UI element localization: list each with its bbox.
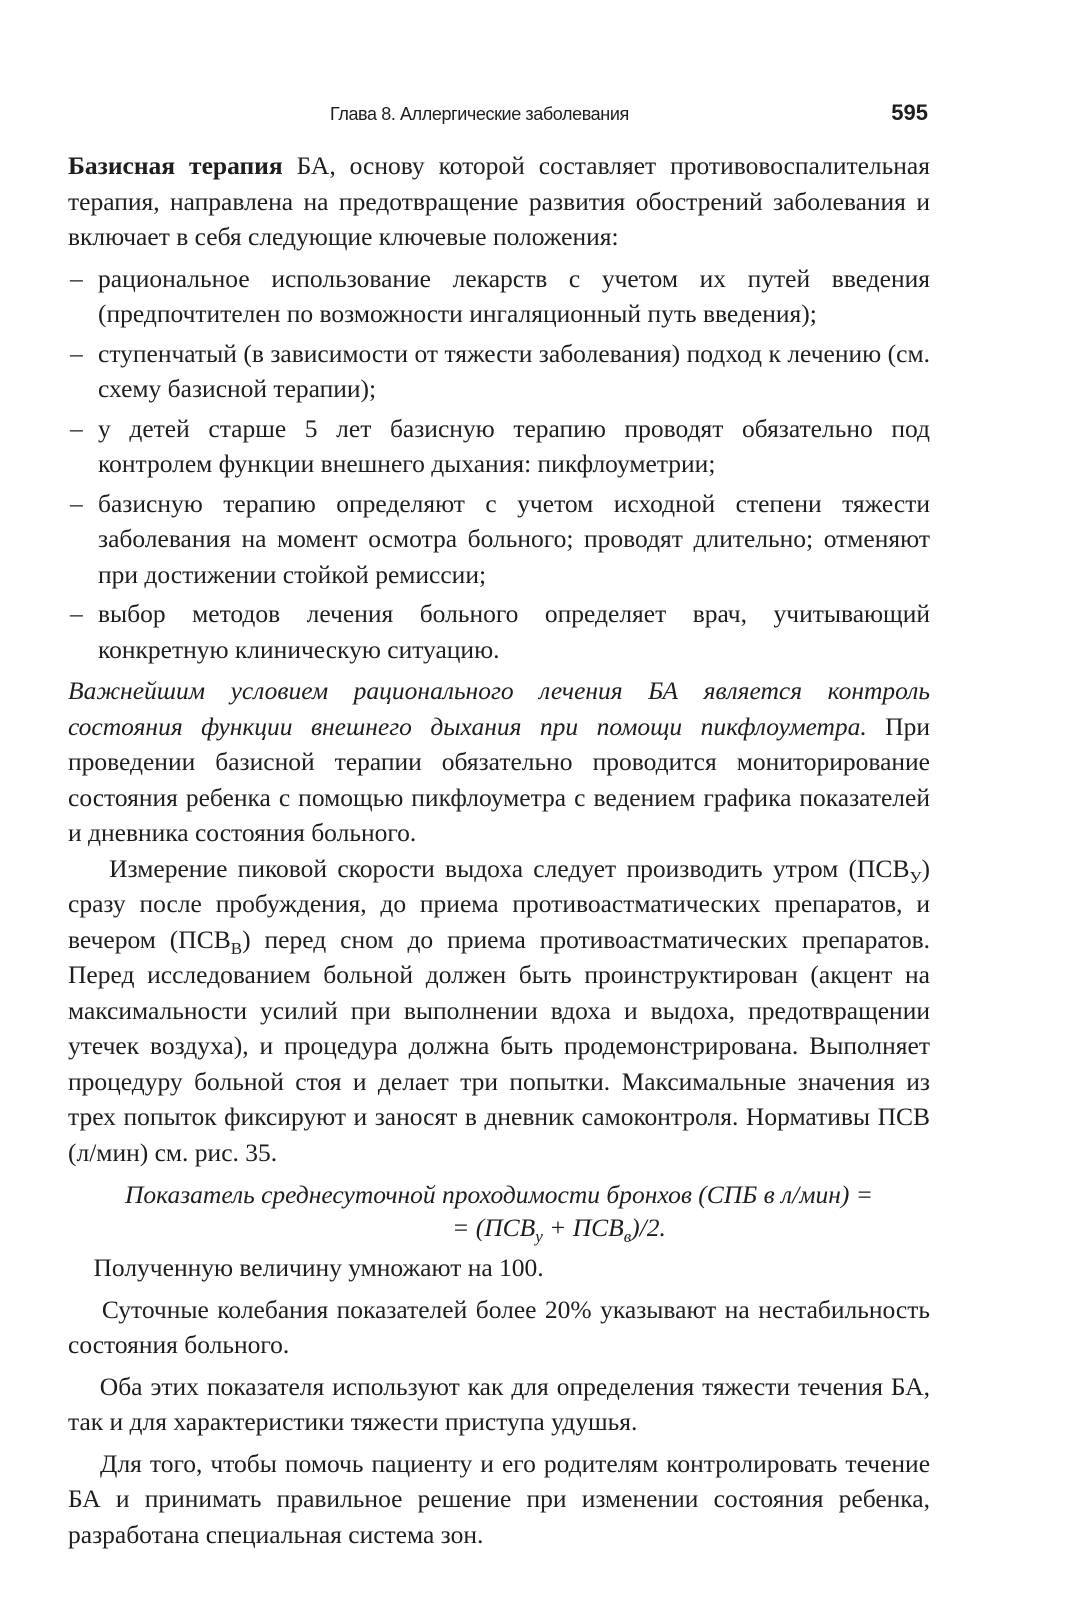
book-page [68,96,930,1552]
measurement-paragraph [68,851,930,1171]
dash-marker: – [70,413,83,443]
multiply-text: Полученную величину умножают на 100. [93,1253,544,1282]
intro-text: БА, основу которой составляет противовоспалительная терапия, направлена на предотвращение развития обострений заболевания и включает в себя следующие ключевые положения: [68,151,930,251]
control-italic-lead: Важнейшим условием рационального лечения БА является контроль состояния функции внешнего дыхания при помощи пикфлоуметра. [68,676,930,741]
intro-bold-lead: Базисная терапия [68,151,283,180]
list-item [68,411,930,482]
intro-paragraph [68,148,930,255]
measurement-text-1: Измерение пиковой скорости выдоха следует производить утром (ПСВ [109,853,910,883]
formula-part: )/2. [631,1213,666,1242]
dash-marker: – [70,488,83,518]
list-item [68,261,930,332]
list-item [68,336,930,407]
dash-marker: – [70,599,83,628]
formula-part: = (ПСВ [452,1213,536,1242]
formula [68,1178,930,1247]
list-item-text: ступенчатый (в зависимости от тяжести заболевания) подход к лечению (см. схему базисной терапии); [98,338,930,403]
formula-subscript: в [623,1227,632,1247]
fluctuation-paragraph [68,1292,930,1363]
dash-marker: – [70,338,83,368]
subscript-evening: В [230,938,243,958]
subscript-morning: У [909,867,922,887]
list-item [68,596,930,667]
key-points-list [68,261,930,668]
formula-part: + ПСВ [542,1213,624,1242]
formula-line-2 [68,1211,930,1247]
formula-line-1: Показатель среднесуточной проходимости бронхов (СПБ в л/мин) = [125,1180,873,1209]
list-item-text: базисную терапию определяют с учетом исходной степени тяжести заболевания на момент осмотра больного; проводят длительно; отменяют при достижении стойкой ремиссии; [98,488,930,589]
list-item-text: выбор методов лечения больного определяет врач, учитывающий конкретную клиническую ситуацию. [98,599,930,664]
measurement-text-3: ) перед сном до приема противоастматических препаратов. Перед исследованием больной должен быть проинструктирован (акцент на максимальности усилий при выполнении вдоха и выдоха, предотвращении утечек воздуха), и процедура должна быть продемонстрирована. Выполняет процедуру больной стоя и делает три попытки. Максимальные значения из трех попыток фиксируют и заносят в дневник самоконтроля. Нормативы ПСВ (л/мин) см. рис. 35. [68,924,931,1167]
list-item [68,486,930,593]
list-item-text: рациональное использование лекарств с учетом их путей введения (предпочтителен по возможности ингаляционный путь введения); [98,263,930,328]
control-paragraph [68,673,930,851]
formula-subscript: у [535,1227,543,1247]
chapter-title: Глава 8. Аллергические заболевания [330,104,629,124]
running-header [68,96,930,132]
control-text: При проведении базисной терапии обязательно проводится мониторирование состояния ребенка с помощью пикфлоуметра с ведением графика показателей и дневника состояния больного. [68,711,930,847]
dash-marker: – [70,263,83,293]
zones-paragraph [68,1446,930,1553]
zones-text: Для того, чтобы помочь пациенту и его родителям контролировать течение БА и принимать правильное решение при изменении состояния ребенка, разработана специальная система зон. [68,1448,931,1549]
multiply-paragraph [68,1250,930,1286]
page-number: 595 [891,100,928,125]
fluctuation-text: Суточные колебания показателей более 20% указывают на нестабильность состояния больного. [68,1294,931,1359]
list-item-text: у детей старше 5 лет базисную терапию проводят обязательно под контролем функции внешнего дыхания: пикфлоуметрии; [98,413,930,478]
measurement-text-2: ) сразу после пробуждения, до приема противоастматических препаратов, и вечером (ПСВ [68,853,930,954]
both-indicators-text: Оба этих показателя используют как для определения тяжести течения БА, так и для характеристики тяжести приступа удушья. [68,1371,930,1436]
both-indicators-paragraph [68,1369,930,1440]
